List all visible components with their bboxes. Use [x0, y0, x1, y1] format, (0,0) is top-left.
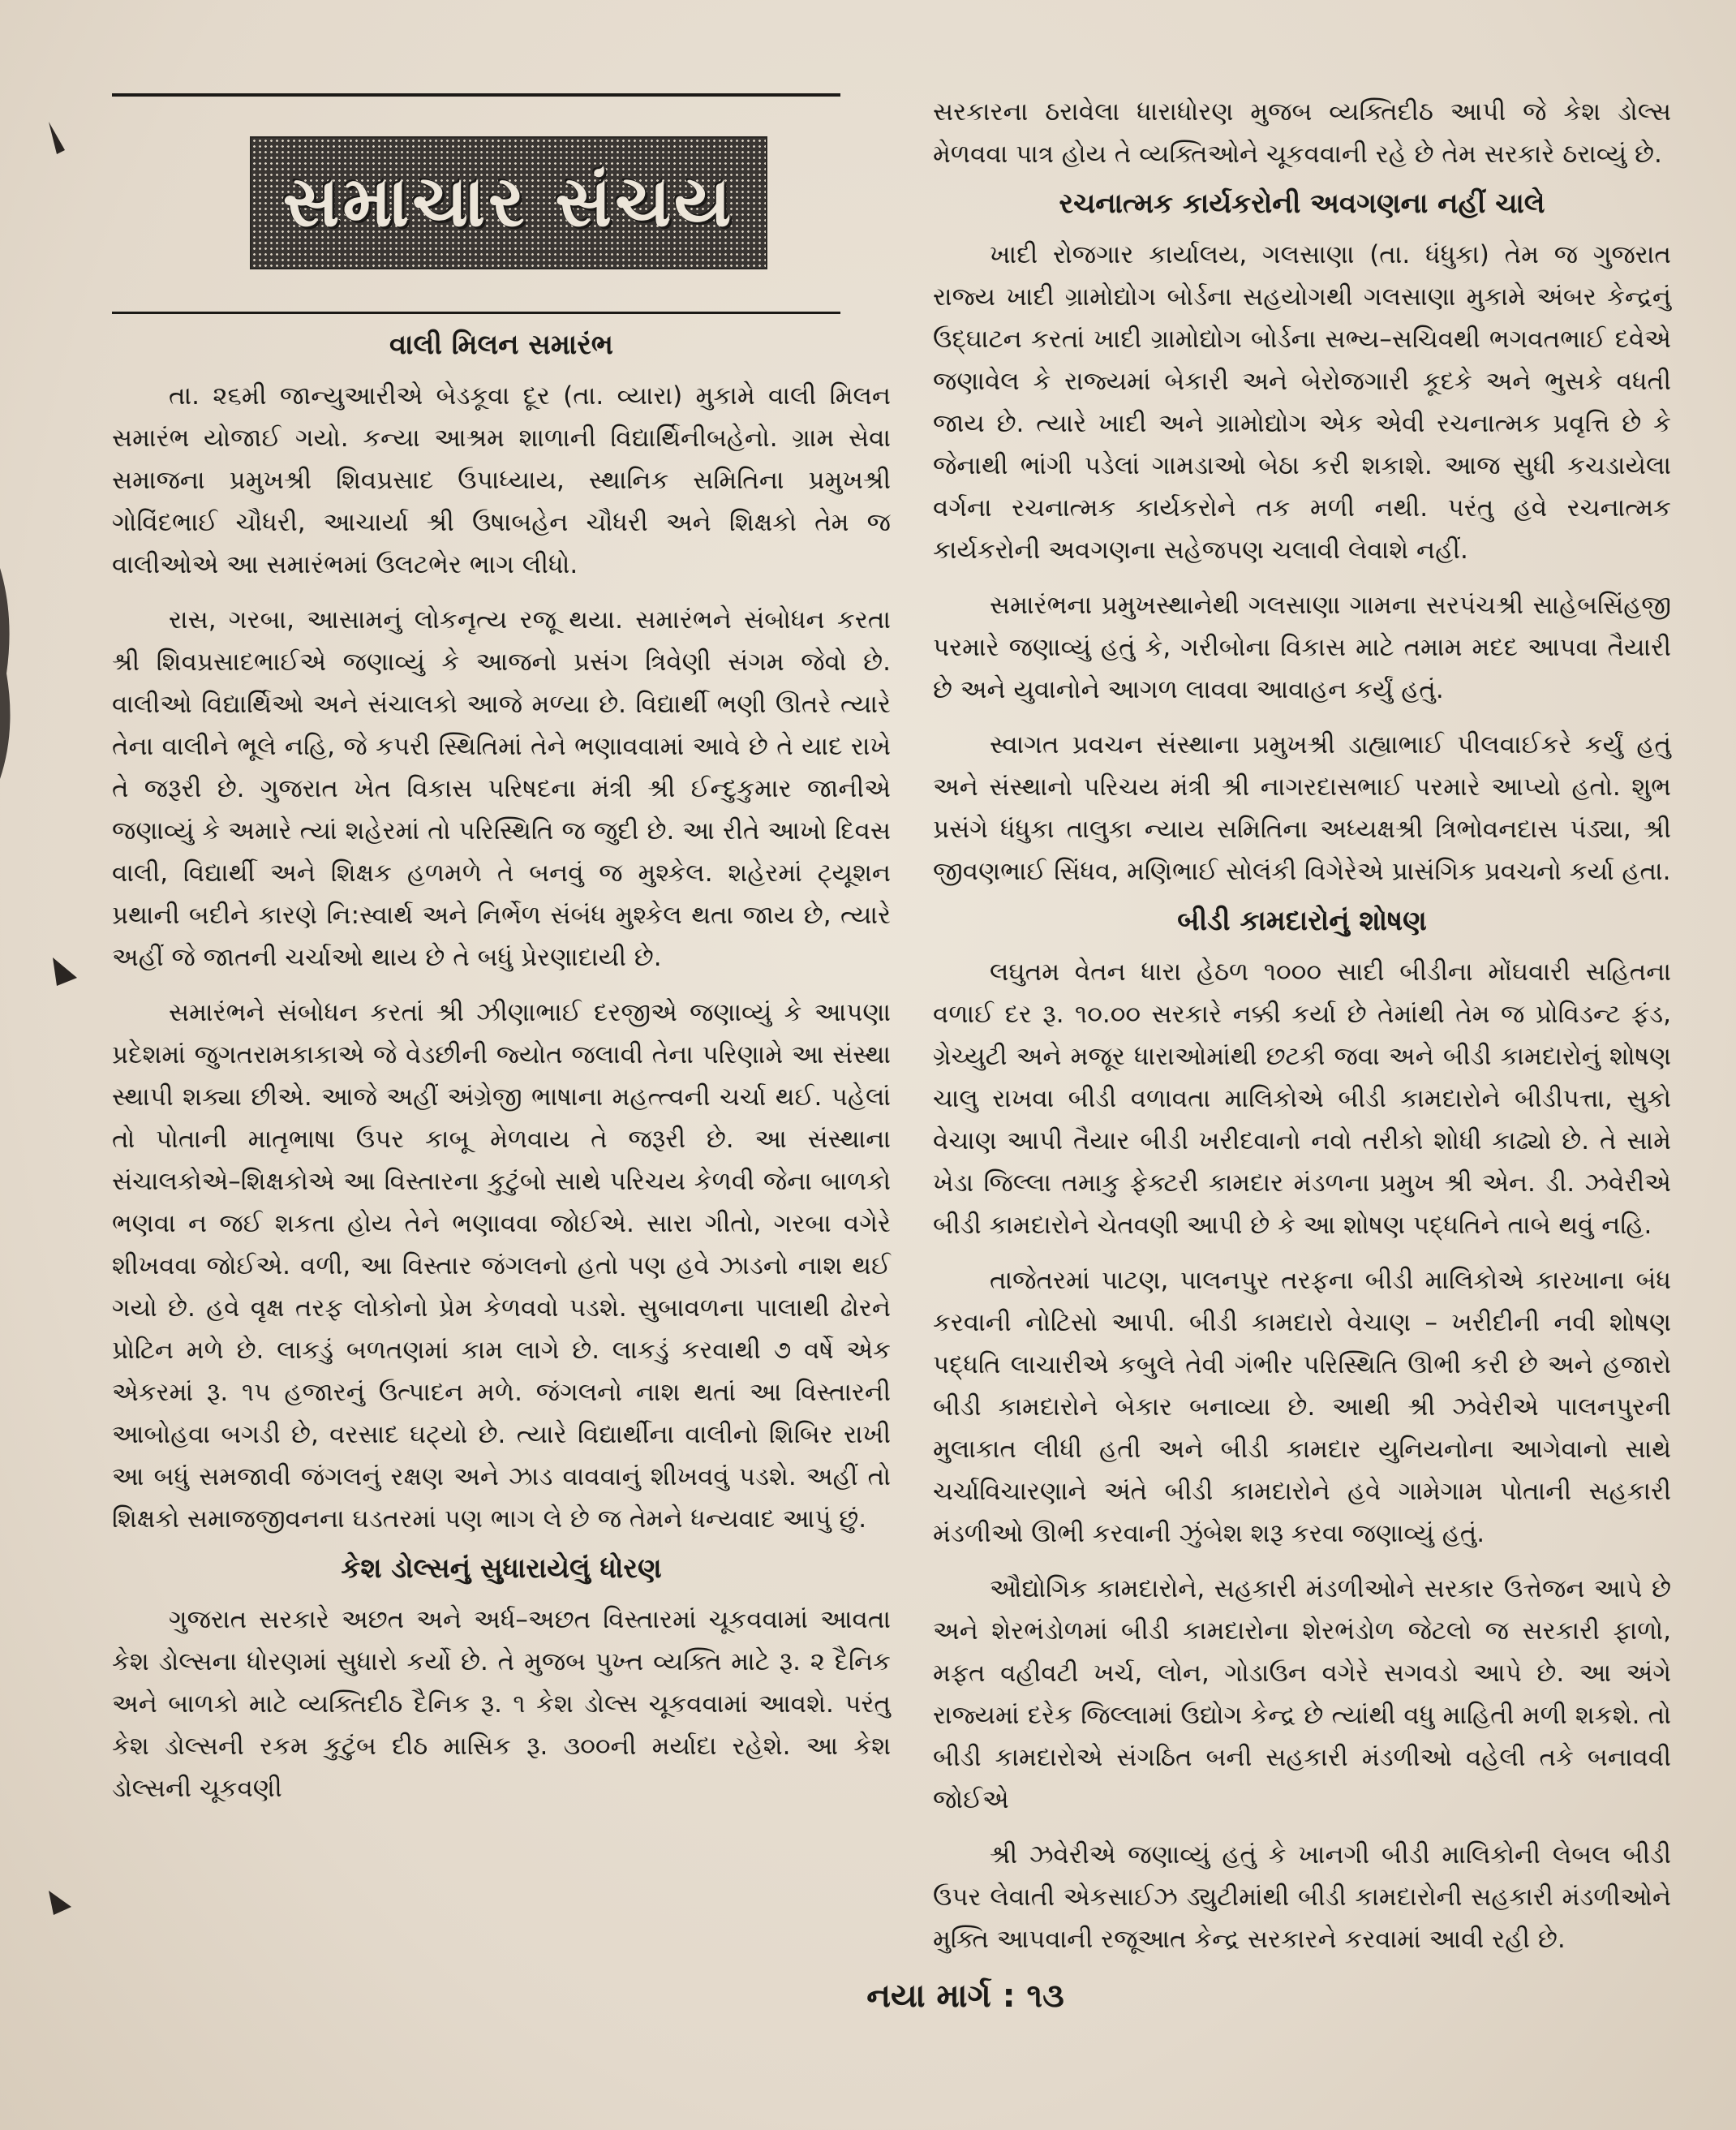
page-footer: નયા માર્ગ : ૧૩ — [866, 1977, 1064, 2015]
paragraph: લઘુતમ વેતન ધારા હેઠળ ૧૦૦૦ સાદી બીડીના મોંઘવારી સહિતના વળાઈ દર રૂ. ૧૦.૦૦ સરકારે નક્કી કર્યા છે તેમાંથી તેમ જ પ્રોવિડન્ટ ફંડ, ગ્રેચ્યુટી અને મજૂર ધારાઓમાંથી છટકી જવા અને બીડી કામદારોનું શોષણ ચાલુ રાખવા બીડી વળાવતા માલિકોએ બીડી કામદારોને બીડીપત્તા, સુકો વેચાણ આપી તૈયાર બીડી ખરીદવાનો નવો તરીકો શોધી કાઢ્યો છે. તે સામે ખેડા જિલ્લા તમાકુ ફેક્ટરી કામદાર મંડળના પ્રમુખ શ્રી એન. ડી. ઝવેરીએ બીડી કામદારોને ચેતવણી આપી છે કે આ શોષણ પદ્ધતિને તાબે થવું નહિ. — [933, 957, 1671, 1240]
paragraph: સમારંભને સંબોધન કરતાં શ્રી ઝીણાભાઈ દરજીએ જણાવ્યું કે આપણા પ્રદેશમાં જુગતરામકાકાએ જે વેડછીની જ્યોત જલાવી તેના પરિણામે આ સંસ્થા સ્થાપી શક્યા છીએ. આજે અહીં અંગ્રેજી ભાષાના મહત્ત્વની ચર્ચા થઈ. પહેલાં તો પોતાની માતૃભાષા ઉપર કાબૂ મેળવાય તે જરૂરી છે. આ સંસ્થાના સંચાલકોએ–શિક્ષકોએ આ વિસ્તારના કુટુંબો સાથે પરિચય કેળવી જેના બાળકો ભણવા ન જઈ શકતા હોય તેને ભણાવવા જોઈએ. સારા ગીતો, ગરબા વગેરે શીખવવા જોઈએ. વળી, આ વિસ્તાર જંગલનો હતો પણ હવે ઝાડનો નાશ થઈ ગયો છે. હવે વૃક્ષ તરફ લોકોનો પ્રેમ કેળવવો પડશે. સુબાવળના પાલાથી ઢોરને પ્રોટિન મળે છે. લાકડું બળતણમાં કામ લાગે છે. લાકડું કરવાથી ૭ વર્ષે એક એકરમાં રૂ. ૧૫ હજારનું ઉત્પાદન મળે. જંગલનો નાશ થતાં આ વિસ્તારની આબોહવા બગડી છે, વરસાદ ઘટ્યો છે. ત્યારે વિદ્યાર્થીના વાલીનો શિબિર રાખી આ બધું સમજાવી જંગલનું રક્ષણ અને ઝાડ વાવવાનું શીખવવું પડશે. અહીં તો શિક્ષકો સમાજજીવનના ઘડતરમાં પણ ભાગ લે છે જ તેમને ધન્યવાદ આપું છું. — [112, 998, 891, 1534]
heading-bidi-workers: બીડી કામદારોનું શોષણ — [1177, 905, 1427, 937]
paragraph: સ્વાગત પ્રવચન સંસ્થાના પ્રમુખશ્રી ડાહ્યાભાઈ પીલવાઈકરે કર્યું હતું અને સંસ્થાનો પરિચય મંત્રી શ્રી નાગરદાસભાઈ પરમારે આપ્યો હતો. શુભ પ્રસંગે ધંધુકા તાલુકા ન્યાય સમિતિના અધ્યક્ષશ્રી ત્રિભોવનદાસ પંડ્યા, શ્રી જીવણભાઈ સિંધવ, મણિભાઈ સોલંકી વિગેરેએ પ્રાસંગિક પ્રવચનો કર્યા હતા. — [933, 730, 1671, 886]
paragraph: સરકારના ઠરાવેલા ધારાધોરણ મુજબ વ્યક્તિદીઠ આપી જે કેશ ડોલ્સ મેળવવા પાત્ર હોય તે વ્યક્તિઓને ચૂકવવાની રહે છે તેમ સરકારે ઠરાવ્યું છે. — [933, 97, 1671, 169]
paragraph: ઔદ્યોગિક કામદારોને, સહકારી મંડળીઓને સરકાર ઉત્તેજન આપે છે અને શેરભંડોળમાં બીડી કામદારોના શેરભંડોળ જેટલો જ સરકારી ફાળો, મફત વહીવટી ખર્ચ, લોન, ગોડાઉન વગેરે સગવડો આપે છે. આ અંગે રાજ્યમાં દરેક જિલ્લામાં ઉદ્યોગ કેન્દ્ર છે ત્યાંથી વધુ માહિતી મળી શકશે. તો બીડી કામદારોએ સંગઠિત બની સહકારી મંડળીઓ વહેલી તકે બનાવવી જોઈએ — [933, 1574, 1671, 1814]
paragraph: સમારંભના પ્રમુખસ્થાનેથી ગલસાણા ગામના સરપંચશ્રી સાહેબસિંહજી પરમારે જણાવ્યું હતું કે, ગરીબોના વિકાસ માટે તમામ મદદ આપવા તૈયારી છે અને યુવાનોને આગળ લાવવા આવાહન કર્યું હતું. — [933, 591, 1671, 704]
right-column — [933, 91, 1671, 1960]
paragraph: રાસ, ગરબા, આસામનું લોકનૃત્ય રજૂ થયા. સમારંભને સંબોધન કરતા શ્રી શિવપ્રસાદભાઈએ જણાવ્યું કે આજનો પ્રસંગ ત્રિવેણી સંગમ જેવો છે. વાલીઓ વિદ્યાર્થિઓ અને સંચાલકો આજે મળ્યા છે. વિદ્યાર્થી ભણી ઊતરે ત્યારે તેના વાલીને ભૂલે નહિ, જે કપરી સ્થિતિમાં તેને ભણાવવામાં આવે છે તે યાદ રાખે તે જરૂરી છે. ગુજરાત ખેત વિકાસ પરિષદના મંત્રી શ્રી ઈન્દુકુમાર જાનીએ જણાવ્યું કે અમારે ત્યાં શહેરમાં તો પરિસ્થિતિ જ જુદી છે. આ રીતે આખો દિવસ વાલી, વિદ્યાર્થી અને શિક્ષક હળમળે તે બનવું જ મુશ્કેલ. શહેરમાં ટ્યૂશન પ્રથાની બદીને કારણે નિ:સ્વાર્થ અને નિર્ભેળ સંબંધ મુશ્કેલ થતા જાય છે, ત્યારે અહીં જે જાતની ચર્ચાઓ થાય છે તે બધું પ્રેરણાદાયી છે. — [112, 605, 891, 972]
banner-bottom-rule — [112, 312, 840, 314]
top-rule — [112, 93, 840, 97]
paragraph: ગુજરાત સરકારે અછત અને અર્ધ–અછત વિસ્તારમાં ચૂકવવામાં આવતા કેશ ડોલ્સના ધોરણમાં સુધારો કર્યો છે. તે મુજબ પુખ્ત વ્યક્તિ માટે રૂ. ૨ દૈનિક અને બાળકો માટે વ્યક્તિદીઠ દૈનિક રૂ. ૧ કેશ ડોલ્સ ચૂકવવામાં આવશે. પરંતુ કેશ ડોલ્સની રકમ કુટુંબ દીઠ માસિક રૂ. ૩૦૦ની મર્યાદા રહેશે. આ કેશ ડોલ્સની ચૂકવણી — [112, 1605, 891, 1803]
left-column — [112, 316, 891, 1809]
page-edge-damage — [0, 0, 89, 2130]
paragraph: તાજેતરમાં પાટણ, પાલનપુર તરફના બીડી માલિકોએ કારખાના બંધ કરવાની નોટિસો આપી. બીડી કામદારો વેચાણ – ખરીદીની નવી શોષણ પદ્ધતિ લાચારીએ કબુલે તેવી ગંભીર પરિસ્થિતિ ઊભી કરી છે અને હજારો બીડી કામદારોને બેકાર બનાવ્યા છે. આથી શ્રી ઝવેરીએ પાલનપુરની મુલાકાત લીધી હતી અને બીડી કામદાર યુનિયનોના આગેવાનો સાથે ચર્ચાવિચારણાને અંતે બીડી કામદારોને હવે ગામેગામ પોતાની સહકારી મંડળીઓ ઊભી કરવાની ઝુંબેશ શરૂ કરવા જણાવ્યું હતું. — [933, 1266, 1671, 1548]
heading-cash-doles: કેશ ડોલ્સનું સુધારાયેલું ધોરણ — [341, 1552, 662, 1585]
paragraph: શ્રી ઝવેરીએ જણાવ્યું હતું કે ખાનગી બીડી માલિકોની લેબલ બીડી ઉપર લેવાતી એકસાઈઝ ડ્યુટીમાંથી બીડી કામદારોની સહકારી મંડળીઓને મુક્તિ આપવાની રજૂઆત કેન્દ્ર સરકારને કરવામાં આવી રહી છે. — [933, 1840, 1671, 1954]
banner-title: સમાચાર સંચય — [282, 161, 735, 243]
heading-parents-meet: વાલી મિલન સમારંભ — [389, 329, 613, 361]
paragraph: તા. ૨૬મી જાન્યુઆરીએ બેડકૂવા દૂર (તા. વ્યારા) મુકામે વાલી મિલન સમારંભ યોજાઈ ગયો. કન્યા આશ્રમ શાળાની વિદ્યાર્થિનીબહેનો. ગ્રામ સેવા સમાજના પ્રમુખશ્રી શિવપ્રસાદ ઉપાધ્યાય, સ્થાનિક સમિતિના પ્રમુખશ્રી ગોવિંદભાઈ ચૌધરી, આચાર્યા શ્રી ઉષાબહેન ચૌધરી અને શિક્ષકો તેમ જ વાલીઓએ આ સમારંભમાં ઉલટભેર ભાગ લીધો. — [112, 381, 891, 579]
section-banner — [250, 136, 767, 269]
paragraph: ખાદી રોજગાર કાર્યાલય, ગલસાણા (તા. ધંધુકા) તેમ જ ગુજરાત રાજ્ય ખાદી ગ્રામોદ્યોગ બોર્ડના સહયોગથી ગલસાણા મુકામે અંબર કેન્દ્રનું ઉદ્ઘાટન કરતાં ખાદી ગ્રામોદ્યોગ બોર્ડના સભ્ય–સચિવથી ભગવતભાઈ દવેએ જણાવેલ કે રાજ્યમાં બેકારી અને બેરોજગારી કૂદકે અને ભુસકે વધતી જાય છે. ત્યારે ખાદી અને ગ્રામોદ્યોગ એક એવી રચનાત્મક પ્રવૃત્તિ છે કે જેનાથી ભાંગી પડેલાં ગામડાઓ બેઠા કરી શકાશે. આજ સુધી કચડાયેલા વર્ગના રચનાત્મક કાર્યકરોને તક મળી નથી. પરંતુ હવે રચનાત્મક કાર્યકરોની અવગણના સહેજપણ ચલાવી લેવાશે નહીં. — [933, 240, 1671, 565]
heading-constructive-workers: રચનાત્મક કાર્યકરોની અવગણના નહીં ચાલે — [1059, 187, 1545, 220]
